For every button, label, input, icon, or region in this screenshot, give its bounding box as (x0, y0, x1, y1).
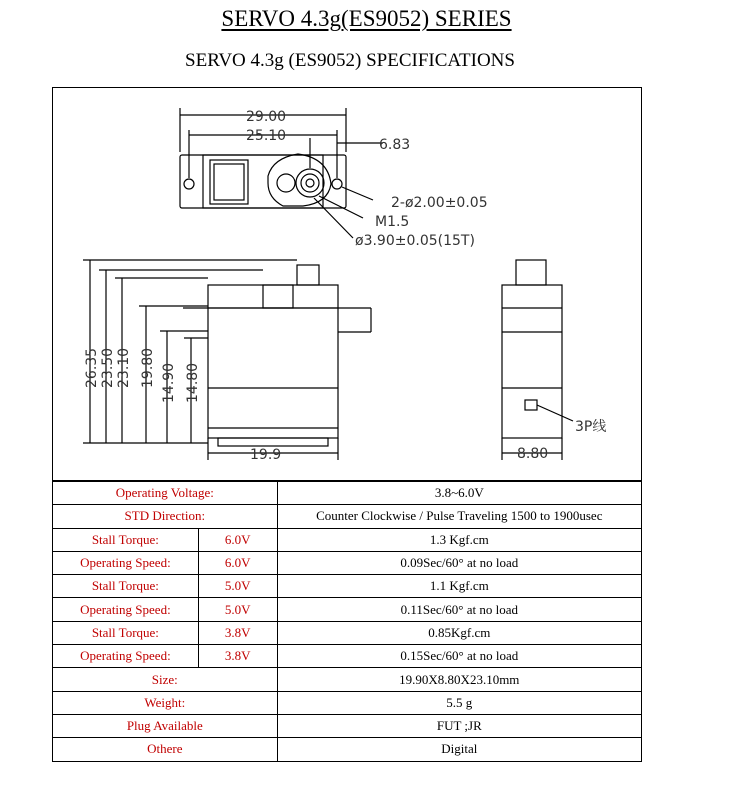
spec-value: 0.85Kgf.cm (277, 621, 641, 644)
spec-voltage: 3.8V (198, 621, 277, 644)
spec-value: 0.09Sec/60° at no load (277, 551, 641, 574)
spec-voltage: 3.8V (198, 645, 277, 668)
spec-value: Digital (277, 738, 641, 761)
spec-row (53, 528, 642, 551)
spec-label: Operating Voltage: (53, 482, 278, 505)
spec-value: 3.8~6.0V (277, 482, 641, 505)
spec-label: Othere (53, 738, 278, 761)
spec-voltage: 6.0V (198, 528, 277, 551)
spec-label: Stall Torque: (53, 528, 199, 551)
spec-row (53, 505, 642, 528)
spec-row (53, 551, 642, 574)
dim-h5: 14.90 (161, 362, 177, 403)
spec-row (53, 482, 642, 505)
dim-width-holes: 25.10 (246, 128, 287, 144)
spec-label: Stall Torque: (53, 621, 199, 644)
spec-table-body (53, 482, 642, 762)
spec-value: 19.90X8.80X23.10mm (277, 668, 641, 691)
technical-drawing (52, 87, 642, 481)
spec-voltage: 6.0V (198, 551, 277, 574)
dim-hole-dia: 2-ø2.00±0.05 (391, 195, 488, 211)
spec-label: Stall Torque: (53, 575, 199, 598)
spec-value: 1.1 Kgf.cm (277, 575, 641, 598)
spec-row (53, 738, 642, 761)
dim-body-depth: 8.80 (517, 446, 549, 462)
spec-value: Counter Clockwise / Pulse Traveling 1500 to 1900usec (277, 505, 641, 528)
spec-label: Weight: (53, 691, 278, 714)
spec-row (53, 645, 642, 668)
spec-value: 0.11Sec/60° at no load (277, 598, 641, 621)
dim-width-total: 29.00 (246, 109, 287, 125)
spec-value: FUT ;JR (277, 714, 641, 737)
spec-label: Size: (53, 668, 278, 691)
dim-shaft-offset: 6.83 (379, 137, 411, 153)
spec-value: 1.3 Kgf.cm (277, 528, 641, 551)
spec-table (52, 481, 642, 762)
dim-spline: ø3.90±0.05(15T) (355, 233, 475, 249)
page-subtitle: SERVO 4.3g (ES9052) SPECIFICATIONS (185, 50, 515, 71)
spec-row (53, 598, 642, 621)
dim-body-width: 19.9 (250, 447, 282, 463)
dim-screw: M1.5 (375, 214, 410, 230)
spec-row (53, 714, 642, 737)
spec-row (53, 621, 642, 644)
dim-h2: 23.50 (100, 347, 116, 388)
spec-row (53, 668, 642, 691)
dim-h4: 19.80 (140, 347, 156, 388)
spec-row (53, 691, 642, 714)
spec-voltage: 5.0V (198, 575, 277, 598)
spec-value: 0.15Sec/60° at no load (277, 645, 641, 668)
page-title: SERVO 4.3g(ES9052) SERIES (221, 6, 512, 31)
drawing-svg (53, 88, 643, 482)
spec-value: 5.5 g (277, 691, 641, 714)
spec-label: Operating Speed: (53, 551, 199, 574)
dim-h1: 26.35 (84, 347, 100, 388)
dim-h6: 14.80 (185, 362, 201, 403)
dim-wire: 3P线 (575, 419, 607, 435)
spec-label: Plug Available (53, 714, 278, 737)
spec-row (53, 575, 642, 598)
spec-label: Operating Speed: (53, 598, 199, 621)
spec-label: STD Direction: (53, 505, 278, 528)
spec-label: Operating Speed: (53, 645, 199, 668)
dim-h3: 23.10 (116, 347, 132, 388)
spec-voltage: 5.0V (198, 598, 277, 621)
